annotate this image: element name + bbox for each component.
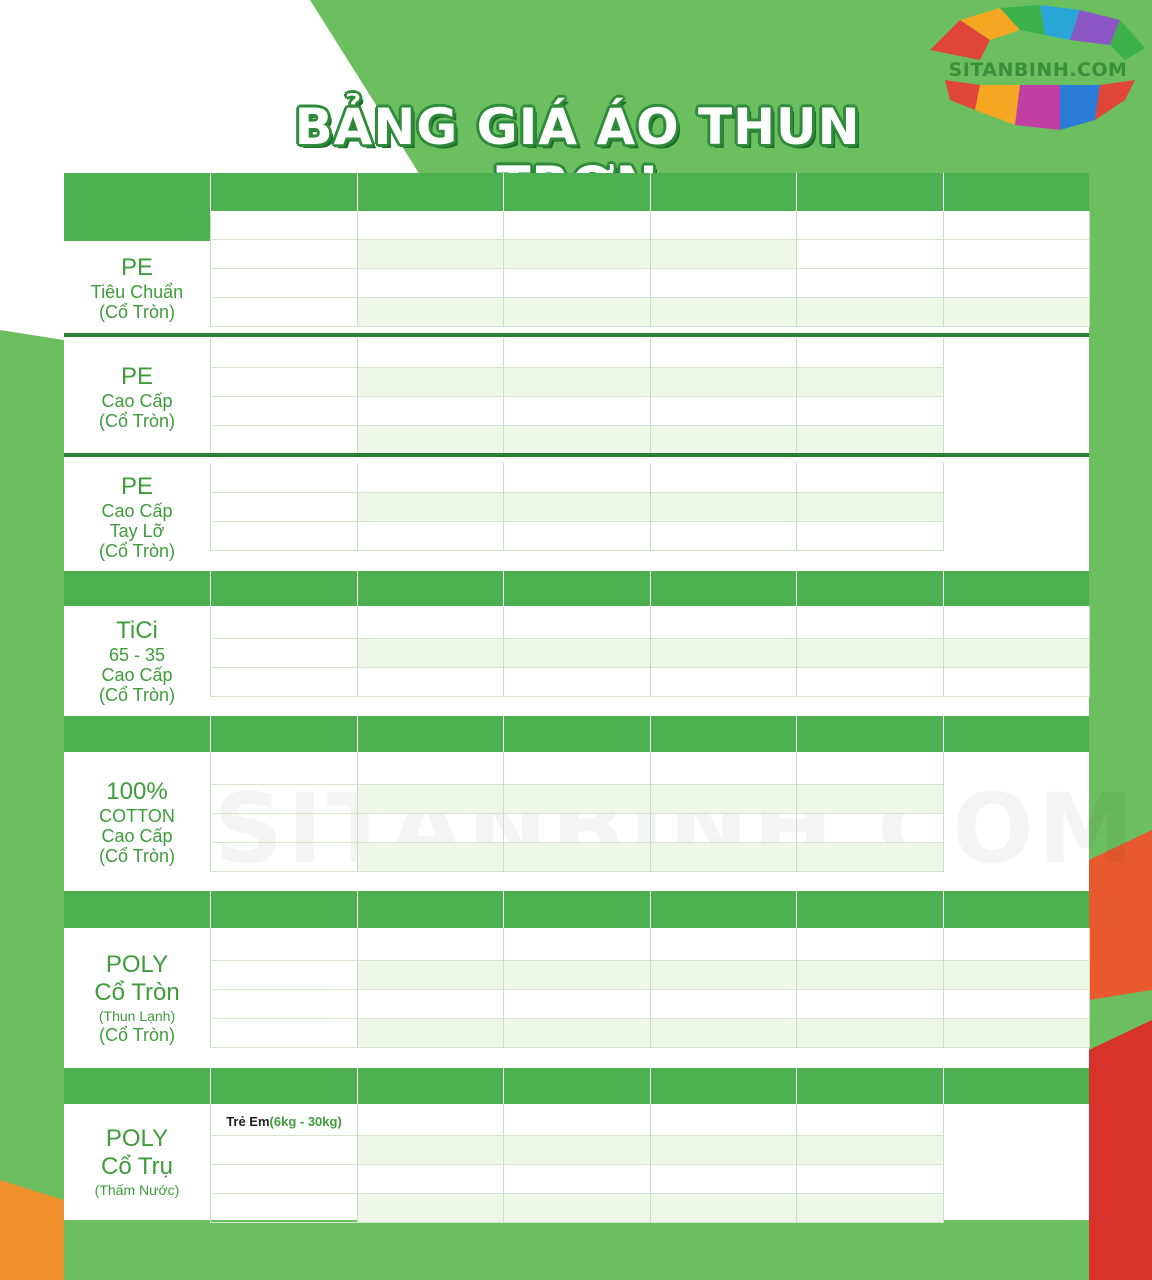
divider bbox=[210, 338, 211, 455]
divider bbox=[943, 338, 944, 455]
price-cell bbox=[797, 1194, 943, 1222]
material-line: (Cổ Tròn) bbox=[98, 410, 176, 431]
section-column-header bbox=[944, 891, 1089, 928]
price-cell bbox=[358, 493, 503, 521]
size-cell bbox=[211, 1136, 357, 1164]
material-line: (Cổ Tròn) bbox=[98, 1025, 176, 1045]
divider bbox=[210, 752, 211, 872]
material-line: PE bbox=[120, 473, 153, 500]
divider bbox=[943, 928, 944, 1048]
price-cell bbox=[504, 843, 650, 871]
price-cell bbox=[358, 426, 503, 454]
divider bbox=[64, 453, 1089, 457]
section-column-header bbox=[358, 571, 503, 606]
divider bbox=[796, 606, 797, 697]
price-cell bbox=[797, 211, 943, 239]
price-cell bbox=[651, 1165, 796, 1193]
price-cell bbox=[358, 211, 503, 239]
section-column-header bbox=[211, 716, 357, 752]
material-line: POLY bbox=[105, 1125, 169, 1152]
material-label bbox=[64, 241, 210, 335]
price-cell bbox=[944, 639, 1089, 667]
price-cell bbox=[797, 1165, 943, 1193]
price-cell bbox=[651, 668, 796, 696]
price-cell bbox=[358, 990, 503, 1018]
price-cell bbox=[358, 639, 503, 667]
price-cell bbox=[651, 368, 796, 396]
price-cell bbox=[504, 240, 650, 268]
size-cell bbox=[211, 785, 357, 813]
price-cell bbox=[651, 756, 796, 784]
price-cell bbox=[797, 1136, 943, 1164]
price-cell bbox=[651, 269, 796, 297]
section-column-header bbox=[651, 1068, 796, 1104]
divider bbox=[650, 338, 651, 455]
price-cell bbox=[504, 426, 650, 454]
price-cell bbox=[504, 990, 650, 1018]
price-cell bbox=[504, 463, 650, 492]
material-line: Tiêu Chuẩn bbox=[90, 282, 184, 302]
size-cell bbox=[211, 426, 357, 454]
price-cell bbox=[358, 397, 503, 425]
divider bbox=[943, 463, 944, 551]
column-header bbox=[504, 173, 650, 211]
size-cell bbox=[211, 931, 357, 960]
price-cell bbox=[797, 338, 943, 367]
price-cell bbox=[944, 609, 1089, 638]
price-cell bbox=[944, 931, 1089, 960]
size-cell bbox=[211, 814, 357, 842]
divider bbox=[650, 752, 651, 872]
divider bbox=[210, 871, 943, 872]
divider bbox=[357, 606, 358, 697]
divider bbox=[650, 211, 651, 327]
section-column-header bbox=[504, 891, 650, 928]
divider bbox=[210, 463, 211, 551]
price-cell bbox=[504, 609, 650, 638]
size-weight-range: (6kg - 30kg) bbox=[269, 1113, 342, 1129]
size-cell bbox=[211, 609, 357, 638]
price-cell bbox=[504, 639, 650, 667]
material-header bbox=[64, 173, 210, 241]
divider bbox=[650, 928, 651, 1048]
divider bbox=[210, 550, 943, 551]
divider bbox=[1089, 211, 1090, 327]
divider bbox=[357, 752, 358, 872]
price-cell bbox=[651, 814, 796, 842]
section-column-header bbox=[358, 716, 503, 752]
price-table bbox=[64, 173, 1089, 1220]
price-cell bbox=[651, 639, 796, 667]
price-cell bbox=[944, 1019, 1089, 1047]
price-cell bbox=[504, 814, 650, 842]
price-cell bbox=[797, 609, 943, 638]
section-column-header bbox=[651, 716, 796, 752]
price-cell bbox=[944, 668, 1089, 696]
material-line: Cổ Tròn bbox=[94, 979, 180, 1006]
price-cell bbox=[358, 1019, 503, 1047]
price-cell bbox=[797, 961, 943, 989]
divider bbox=[796, 928, 797, 1048]
price-cell bbox=[797, 426, 943, 454]
divider bbox=[357, 928, 358, 1048]
divider bbox=[943, 1104, 944, 1223]
price-cell bbox=[651, 240, 796, 268]
material-line: (Cổ Tròn) bbox=[98, 685, 176, 705]
price-cell bbox=[504, 756, 650, 784]
section-column-header bbox=[504, 1068, 650, 1104]
material-line: Cổ Trụ bbox=[100, 1153, 174, 1180]
column-header bbox=[211, 173, 357, 211]
price-cell bbox=[358, 269, 503, 297]
size-cell bbox=[211, 1019, 357, 1047]
divider bbox=[796, 1104, 797, 1223]
divider bbox=[650, 1104, 651, 1223]
price-cell bbox=[504, 493, 650, 521]
price-cell bbox=[651, 990, 796, 1018]
divider bbox=[503, 1104, 504, 1223]
material-line: (Thấm Nước) bbox=[94, 1182, 180, 1198]
divider bbox=[357, 1104, 358, 1223]
column-header bbox=[358, 173, 503, 211]
size-cell bbox=[211, 1165, 357, 1193]
section-column-header bbox=[504, 716, 650, 752]
price-cell bbox=[651, 931, 796, 960]
divider bbox=[357, 211, 358, 327]
section-column-header bbox=[504, 571, 650, 606]
price-cell bbox=[797, 240, 943, 268]
price-cell bbox=[504, 298, 650, 326]
section-column-header bbox=[797, 571, 943, 606]
price-cell bbox=[651, 1136, 796, 1164]
price-cell bbox=[944, 298, 1089, 326]
divider bbox=[503, 606, 504, 697]
section-column-header bbox=[797, 1068, 943, 1104]
size-cell bbox=[211, 1107, 357, 1135]
size-cell bbox=[211, 240, 357, 268]
column-header bbox=[944, 173, 1089, 211]
price-cell bbox=[358, 931, 503, 960]
divider bbox=[796, 463, 797, 551]
price-cell bbox=[358, 240, 503, 268]
price-cell bbox=[358, 1194, 503, 1222]
size-cell bbox=[211, 990, 357, 1018]
size-label: Trẻ Em bbox=[226, 1113, 270, 1129]
section-column-header bbox=[944, 716, 1089, 752]
price-cell bbox=[358, 1136, 503, 1164]
material-label bbox=[64, 338, 210, 455]
price-cell bbox=[944, 990, 1089, 1018]
divider bbox=[943, 211, 944, 327]
price-cell bbox=[358, 368, 503, 396]
size-cell bbox=[211, 522, 357, 550]
size-cell bbox=[211, 397, 357, 425]
size-cell bbox=[211, 368, 357, 396]
price-cell bbox=[944, 269, 1089, 297]
price-cell bbox=[797, 1107, 943, 1135]
divider bbox=[650, 606, 651, 697]
price-cell bbox=[651, 785, 796, 813]
price-cell bbox=[797, 493, 943, 521]
price-cell bbox=[504, 785, 650, 813]
size-cell bbox=[211, 211, 357, 239]
price-cell bbox=[797, 990, 943, 1018]
divider bbox=[210, 1104, 211, 1223]
section-column-header bbox=[944, 571, 1089, 606]
divider bbox=[503, 463, 504, 551]
price-cell bbox=[797, 668, 943, 696]
price-cell bbox=[651, 426, 796, 454]
section-header-band bbox=[64, 716, 210, 752]
price-cell bbox=[504, 961, 650, 989]
price-cell bbox=[358, 1107, 503, 1135]
material-line: (Cổ Tròn) bbox=[98, 302, 176, 322]
divider bbox=[210, 1222, 943, 1223]
section-column-header bbox=[797, 891, 943, 928]
price-cell bbox=[358, 814, 503, 842]
price-cell bbox=[504, 668, 650, 696]
divider bbox=[503, 752, 504, 872]
material-label bbox=[64, 1104, 210, 1220]
material-label bbox=[64, 463, 210, 571]
price-cell bbox=[358, 756, 503, 784]
divider bbox=[503, 338, 504, 455]
price-cell bbox=[358, 668, 503, 696]
divider bbox=[210, 928, 211, 1048]
material-line: Cao Cấp bbox=[101, 501, 173, 521]
size-cell bbox=[211, 269, 357, 297]
material-line: PE bbox=[120, 254, 153, 281]
price-cell bbox=[358, 522, 503, 550]
logo-text: SITANBINH.COM bbox=[948, 59, 1128, 81]
divider bbox=[796, 338, 797, 455]
price-cell bbox=[797, 814, 943, 842]
price-cell bbox=[358, 843, 503, 871]
section-column-header bbox=[651, 571, 796, 606]
size-cell bbox=[211, 639, 357, 667]
price-cell bbox=[797, 639, 943, 667]
material-line: POLY bbox=[105, 951, 169, 978]
price-cell bbox=[797, 298, 943, 326]
material-line: (Thun Lạnh) bbox=[98, 1008, 176, 1024]
section-header-band bbox=[64, 1068, 210, 1104]
price-cell bbox=[504, 211, 650, 239]
page-title: BẢNG GIÁ ÁO THUN bbox=[294, 98, 861, 156]
divider bbox=[796, 211, 797, 327]
section-column-header bbox=[358, 891, 503, 928]
price-cell bbox=[944, 961, 1089, 989]
price-cell bbox=[797, 463, 943, 492]
price-cell bbox=[651, 961, 796, 989]
price-cell bbox=[504, 1165, 650, 1193]
section-column-header bbox=[944, 1068, 1089, 1104]
price-cell bbox=[358, 1165, 503, 1193]
price-cell bbox=[504, 522, 650, 550]
divider bbox=[210, 606, 211, 697]
material-line: Cao Cấp bbox=[101, 825, 173, 846]
section-header-band bbox=[64, 571, 210, 606]
price-cell bbox=[797, 397, 943, 425]
material-line: (Cổ Tròn) bbox=[98, 541, 176, 561]
price-cell bbox=[651, 522, 796, 550]
size-cell bbox=[211, 961, 357, 989]
divider bbox=[64, 333, 1089, 337]
material-label bbox=[64, 928, 210, 1068]
price-cell bbox=[651, 338, 796, 367]
price-cell bbox=[504, 931, 650, 960]
material-line: TiCi bbox=[116, 617, 158, 644]
divider bbox=[357, 338, 358, 455]
price-cell bbox=[797, 931, 943, 960]
price-cell bbox=[651, 1107, 796, 1135]
price-cell bbox=[651, 463, 796, 492]
section-column-header bbox=[651, 891, 796, 928]
material-line: 65 - 35 bbox=[108, 645, 166, 665]
price-cell bbox=[797, 522, 943, 550]
material-line: PE bbox=[120, 362, 153, 390]
price-cell bbox=[504, 368, 650, 396]
divider bbox=[503, 928, 504, 1048]
column-header bbox=[651, 173, 796, 211]
divider bbox=[650, 463, 651, 551]
material-label bbox=[64, 752, 210, 891]
price-cell bbox=[797, 756, 943, 784]
price-cell bbox=[504, 1194, 650, 1222]
price-cell bbox=[797, 785, 943, 813]
section-column-header bbox=[211, 891, 357, 928]
divider bbox=[1089, 606, 1090, 697]
size-cell bbox=[211, 668, 357, 696]
material-line: Cao Cấp bbox=[101, 665, 173, 685]
divider bbox=[357, 463, 358, 551]
section-column-header bbox=[797, 716, 943, 752]
price-cell bbox=[358, 609, 503, 638]
price-cell bbox=[944, 211, 1089, 239]
size-cell bbox=[211, 756, 357, 784]
divider bbox=[943, 752, 944, 872]
divider bbox=[210, 211, 211, 327]
material-line: 100% bbox=[106, 777, 168, 805]
material-line: COTTON bbox=[99, 805, 175, 826]
price-cell bbox=[651, 1019, 796, 1047]
section-column-header bbox=[211, 571, 357, 606]
price-cell bbox=[797, 269, 943, 297]
size-cell bbox=[211, 843, 357, 871]
size-cell bbox=[211, 298, 357, 326]
price-cell bbox=[358, 338, 503, 367]
price-cell bbox=[504, 338, 650, 367]
divider bbox=[943, 606, 944, 697]
price-cell bbox=[651, 609, 796, 638]
column-header bbox=[797, 173, 943, 211]
material-line: Tay Lỡ bbox=[109, 521, 165, 541]
price-cell bbox=[651, 397, 796, 425]
material-line: Cao Cấp bbox=[101, 390, 173, 411]
material-label bbox=[64, 606, 210, 716]
divider bbox=[796, 752, 797, 872]
price-cell bbox=[651, 211, 796, 239]
price-cell bbox=[651, 1194, 796, 1222]
price-cell bbox=[651, 298, 796, 326]
material-line: (Cổ Tròn) bbox=[98, 845, 176, 866]
price-cell bbox=[651, 493, 796, 521]
size-cell bbox=[211, 463, 357, 492]
section-column-header bbox=[358, 1068, 503, 1104]
price-cell bbox=[797, 368, 943, 396]
price-cell bbox=[504, 397, 650, 425]
price-cell bbox=[504, 1136, 650, 1164]
divider bbox=[1089, 928, 1090, 1048]
price-cell bbox=[504, 1019, 650, 1047]
size-cell bbox=[211, 338, 357, 367]
section-column-header bbox=[211, 1068, 357, 1104]
divider bbox=[503, 211, 504, 327]
price-cell bbox=[504, 1107, 650, 1135]
price-cell bbox=[358, 961, 503, 989]
price-cell bbox=[797, 843, 943, 871]
price-cell bbox=[358, 463, 503, 492]
price-cell bbox=[651, 843, 796, 871]
price-cell bbox=[944, 240, 1089, 268]
price-cell bbox=[358, 785, 503, 813]
section-header-band bbox=[64, 891, 210, 928]
price-cell bbox=[504, 269, 650, 297]
size-cell bbox=[211, 493, 357, 521]
price-cell bbox=[797, 1019, 943, 1047]
size-cell bbox=[211, 1194, 357, 1222]
price-cell bbox=[358, 298, 503, 326]
